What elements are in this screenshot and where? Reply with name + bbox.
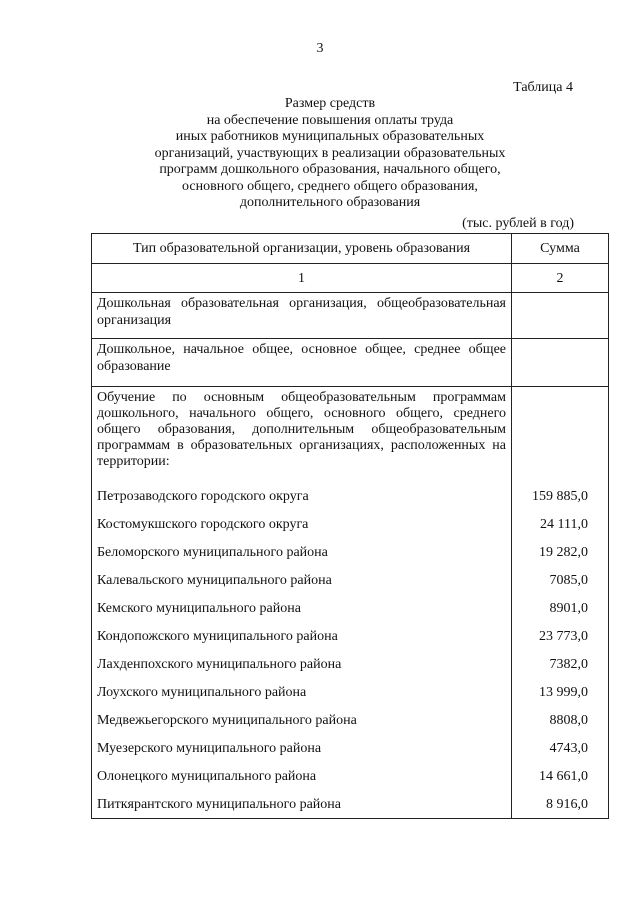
intro-row (92, 387, 609, 483)
units-note: (тыс. рублей в год) (462, 216, 574, 231)
municipality-name: Петрозаводского городского округа (92, 482, 512, 510)
municipality-name: Лоухского муниципального района (92, 678, 512, 706)
education-levels-cell: Дошкольное, начальное общее, основное общее, среднее общее образование (92, 339, 512, 387)
municipality-name: Медвежьегорского муниципального района (92, 706, 512, 734)
municipality-sum: 8901,0 (512, 594, 609, 622)
municipality-name: Лахденпохского муниципального района (92, 650, 512, 678)
page-number: 3 (316, 41, 324, 56)
municipality-name: Питкярантского муниципального района (92, 790, 512, 819)
table-row (92, 650, 609, 678)
intro-text: Обучение по основным общеобразовательным программам дошкольного, начального общего, основного общего, среднего общего образования, дополнительным общеобразовательным программам в образовательных организациях, расположенных на территории: (97, 390, 506, 469)
title-line: основного общего, среднего общего образования, (182, 178, 478, 194)
column-number-2: 2 (512, 264, 609, 293)
funding-table (91, 233, 609, 819)
table-row (92, 706, 609, 734)
intro-cell (92, 387, 512, 483)
municipality-name: Калевальского муниципального района (92, 566, 512, 594)
intro-sum-cell (512, 387, 609, 483)
municipality-sum: 4743,0 (512, 734, 609, 762)
municipality-sum: 7085,0 (512, 566, 609, 594)
table-label: Таблица 4 (513, 80, 573, 95)
title-line: иных работников муниципальных образовательных (175, 129, 485, 144)
municipality-sum: 19 282,0 (512, 538, 609, 566)
table-row (92, 734, 609, 762)
column-number-1: 1 (92, 264, 512, 293)
municipality-rows (92, 482, 609, 819)
table-row (92, 622, 609, 650)
municipality-sum: 8808,0 (512, 706, 609, 734)
table-row (92, 482, 609, 510)
education-levels-sum-cell (512, 339, 609, 387)
municipality-name: Кондопожского муниципального района (92, 622, 512, 650)
table-title (100, 96, 560, 212)
header-org-type: Тип образовательной организации, уровень образования (92, 234, 512, 264)
table-row (92, 790, 609, 819)
municipality-name: Беломорского муниципального района (92, 538, 512, 566)
table-row (92, 566, 609, 594)
table-row (92, 762, 609, 790)
org-type-sum-cell (512, 293, 609, 339)
municipality-sum: 13 999,0 (512, 678, 609, 706)
education-levels-row (92, 339, 609, 387)
org-type-cell: Дошкольная образовательная организация, общеобразовательная организация (92, 293, 512, 339)
municipality-name: Костомукшского городского округа (92, 510, 512, 538)
municipality-sum: 14 661,0 (512, 762, 609, 790)
municipality-name: Муезерского муниципального района (92, 734, 512, 762)
title-line: организаций, участвующих в реализации образовательных (154, 145, 506, 161)
table-row (92, 594, 609, 622)
municipality-sum: 23 773,0 (512, 622, 609, 650)
municipality-sum: 8 916,0 (512, 790, 609, 819)
table-row (92, 510, 609, 538)
title-line: на обеспечение повышения оплаты труда (206, 112, 454, 128)
table-row (92, 538, 609, 566)
title-line: Размер средств (284, 96, 376, 111)
municipality-sum: 7382,0 (512, 650, 609, 678)
municipality-sum: 24 111,0 (512, 510, 609, 538)
municipality-sum: 159 885,0 (512, 482, 609, 510)
municipality-name: Олонецкого муниципального района (92, 762, 512, 790)
table-header-row (92, 234, 609, 264)
title-line: программ дошкольного образования, начального общего, (159, 162, 501, 177)
title-line: дополнительного образования (239, 195, 421, 210)
column-number-row (92, 264, 609, 293)
municipality-name: Кемского муниципального района (92, 594, 512, 622)
table-row (92, 678, 609, 706)
org-type-row (92, 293, 609, 339)
header-sum: Сумма (512, 234, 609, 264)
